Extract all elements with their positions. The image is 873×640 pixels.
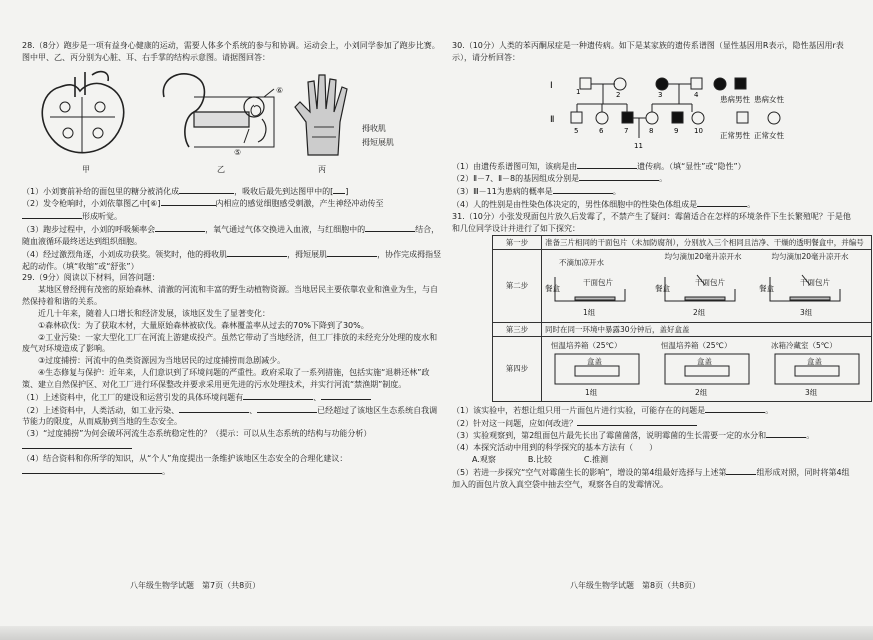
group3-condition: 均匀滴加20毫升凉开水 [771, 251, 849, 261]
incubator-2-label: 恒温培养箱（25℃） [661, 340, 732, 350]
q28-s4: （4）经过激烈角逐，小刘成功获奖。领奖时，他的拇收肌 ，拇短展肌 ，协作完成拇指竖起的动作。（填“收缩”或“舒张”） [22, 249, 442, 271]
q30-intro: 30.（10分）人类的苯丙酮尿症是一种遗传病。如下是某家族的遗传系谱图（显性基因用R表示，隐性基因用r表示），请分析回答： [452, 41, 844, 62]
pedigree-node-2 [614, 78, 626, 90]
pedigree-num-7: 7 [624, 126, 629, 135]
q28-intro: 28.（8分）跑步是一项有益身心健康的运动，需要人体多个系统的参与和协调。运动会上，小刘同学参加了跑步比赛。图中甲、乙、丙分别为心脏、耳、右手掌的结构示意图。请据图回答： [22, 41, 440, 62]
pedigree-chart [452, 64, 852, 160]
q29-material-6: ④生态修复与保护：近年来，人们意识到了环境问题的严重性。政府采取了一系列措施，包括实施“退耕还林”政策、建立自然保护区、对化工厂进行环保整改并要求采用更先进的污水处理技术，并实行河流“禁渔期”制度。 [22, 368, 430, 389]
pedigree-num-10: 10 [694, 126, 703, 135]
box-lid-label-3: 盒盖 [807, 356, 822, 366]
bread-label-3: 干面包片 [800, 277, 830, 287]
left-page [22, 40, 442, 478]
q28-s1: （1）小刘赛前补给的面包里的糖分被消化成 ，吸收后最先到达图甲中的[ ] [22, 186, 349, 196]
fig-label-yi: 乙 [217, 164, 225, 174]
q31-options: A.观察 B.比较 C.推测 [472, 455, 609, 465]
incubator-1-label: 恒温培养箱（25℃） [551, 340, 622, 350]
q31-intro: 31.（10分）小张发现面包片放久后发霉了，不禁产生了疑问：霉菌适合在怎样的环境条件下生长繁殖呢？于是他和几位同学设计并进行了如下探究： [452, 211, 851, 233]
lid-label-3: 餐盒 [759, 283, 774, 293]
pedigree-node-1 [580, 78, 591, 89]
q29-material-1: 某地区曾经拥有茂密的原始森林、清澈的河流和丰富的野生动植物资源。当地居民主要依靠农业和渔业为生，与自然保持着和谐的关系。 [22, 285, 438, 307]
fig-label-num6: ⑥ [276, 85, 284, 95]
step2-label: 第二步 [493, 249, 542, 322]
pedigree-num-4: 4 [694, 90, 699, 99]
q30-s2: （2）Ⅱ－7、Ⅱ－8的基因组成分别是 。 [452, 174, 668, 184]
q29-material-2: 近几十年来，随着人口增长和经济发展，该地区发生了显著变化： [38, 308, 270, 318]
pedigree-num-5: 5 [574, 126, 579, 135]
q31-s3: （3）实验观察到，第2组面包片最先长出了霉菌菌落，说明霉菌的生长需要一定的水分和 。 [452, 431, 815, 441]
page-bottom-edge [0, 626, 873, 640]
fig-label-jia: 甲 [82, 164, 90, 174]
incubator-group-2: 2组 [695, 387, 708, 397]
pedigree-node-9 [672, 112, 683, 123]
box-lid-label-1: 盒盖 [587, 356, 602, 366]
exp-row-step4 [493, 336, 872, 401]
legend-normal-female: 正常女性 [754, 130, 784, 140]
exp-row-step3 [493, 322, 872, 336]
muscle-label-2: 拇短展肌 [362, 137, 394, 147]
exp-row-step1 [493, 235, 872, 249]
pedigree-node-5 [571, 112, 582, 123]
q31-s2: （2）针对这一问题，应如何改进？ [452, 417, 852, 430]
box-lid-label-2: 盒盖 [697, 356, 712, 366]
q29-material-3: ①森林砍伐：为了获取木材，大量原始森林被砍伐。森林覆盖率从过去的70%下降到了30%。 [38, 320, 369, 330]
muscle-label-1: 拇收肌 [362, 123, 386, 133]
incubator-group-1: 1组 [585, 387, 598, 397]
q30-s4: （4）人的性别是由性染色体决定的，男性体细胞中的性染色体组成是 。 [452, 200, 756, 210]
fig-label-num5: ⑤ [234, 147, 242, 157]
q29-s1: （1）上述资料中，化工厂的建设和运营引发的具体环境问题有 、 [22, 391, 442, 404]
step1-label: 第一步 [493, 235, 542, 249]
pedigree-node-8 [646, 112, 658, 124]
pedigree-node-10 [692, 112, 704, 124]
right-footer: 八年级生物学试题 第8页（共8页） [570, 581, 701, 590]
q28-s3: （3）跑步过程中，小刘的呼吸频率会 ，氧气通过气体交换进入血液，与红细胞中的 结合，随血液循环最终送达到组织细胞。 [22, 225, 440, 246]
q29-material-5: ③过度捕捞：河流中的鱼类资源因为当地居民的过度捕捞而急剧减少。 [38, 356, 286, 366]
heart-diagram [30, 67, 140, 162]
q28-s2: （2）发令枪响时，小刘依靠图乙中[⑥] 内相应的感觉细胞感受刺激，产生神经冲动传至 [22, 199, 384, 209]
legend-affected-male-symbol [714, 78, 726, 90]
pedigree-num-8: 8 [649, 126, 654, 135]
q31-s1: （1）该实验中，若想让组只用一片面包片进行实验，可能存在的问题是 。 [452, 405, 774, 415]
group2-condition: 均匀滴加20毫升凉开水 [664, 251, 742, 261]
q30-s3: （3）Ⅲ－11为患病的概率是 。 [452, 187, 621, 197]
pedigree-num-11: 11 [634, 141, 643, 150]
hand-diagram [290, 67, 360, 162]
q29-s3: （3）“过度捕捞”为何会破坏河流生态系统稳定性的？（提示：可以从生态系统的结构与功能分析） [22, 428, 442, 453]
group-label-3: 3组 [800, 307, 813, 317]
pedigree-node-7 [622, 112, 633, 123]
fig-label-bing: 丙 [318, 164, 326, 174]
step3-label: 第三步 [493, 322, 542, 336]
q28-s2-cont: 形成听觉。 [22, 210, 442, 223]
q28-figures [22, 67, 442, 175]
bread-label-1: 干面包片 [583, 277, 613, 287]
pedigree-num-6: 6 [599, 126, 604, 135]
pedigree-num-1: 1 [576, 87, 581, 96]
right-page [452, 40, 864, 491]
legend-normal-male-symbol [737, 112, 748, 123]
step4-label: 第四步 [493, 336, 542, 401]
pedigree-num-2: 2 [616, 90, 621, 99]
q31-s5: （5）若进一步探究“空气对霉菌生长的影响”，增设的第4组最好选择与上述第 组形成对照，同时将第4组加入的面包片放入真空袋中抽去空气，观察各自的发霉情况。 [452, 467, 850, 489]
pedigree-node-4 [691, 78, 702, 89]
pedigree-num-9: 9 [674, 126, 679, 135]
group1-condition: 不滴加凉开水 [559, 257, 604, 267]
legend-normal-female-symbol [768, 112, 780, 124]
left-footer: 八年级生物学试题 第7页（共8页） [130, 581, 261, 590]
q29-material-4: ②工业污染：一家大型化工厂在河流上游建成投产。虽然它带动了当地经济，但工厂排放的未经充分处理的废水和废气对环境造成了影响。 [22, 332, 438, 354]
incubator-3-label: 冰箱冷藏室（5℃） [771, 340, 837, 350]
step1-text: 准备三片相同的干面包片（未加防腐剂），分别放入三个相同且洁净、干燥的透明餐盒中，并编号 [542, 235, 872, 249]
legend-normal-male: 正常男性 [720, 130, 750, 140]
incubator-group-3: 3组 [805, 387, 818, 397]
q30-s1: （1）由遗传系谱图可知，该病是由 遗传病。（填“显性”或“隐性”） [452, 161, 746, 171]
legend-affected-female: 患病女性 [754, 94, 784, 104]
step3-text: 同时在同一环境中暴露30分钟后，盖好盒盖 [542, 322, 872, 336]
q29-s4: （4）结合资料和你所学的知识，从“个人”角度提出一条维护该地区生态安全的合理化建议：。 [22, 453, 348, 476]
exp-row-step2 [493, 249, 872, 322]
q31-s4: （4）本探究活动中用到的科学探究的基本方法有（ ） [452, 443, 658, 453]
lid-label-1: 餐盒 [545, 283, 560, 293]
pedigree-num-3: 3 [658, 90, 663, 99]
gen-1-label: Ⅰ [550, 80, 553, 91]
q29-s2: （2）上述资料中，人类活动，如工业污染、 、 已经超过了该地区生态系统自我调节能力的限度，从而威胁到当地的生态安全。 [22, 405, 438, 427]
group-label-2: 2组 [693, 307, 706, 317]
gen-2-label: Ⅱ [550, 114, 555, 125]
legend-affected-female-symbol [735, 78, 746, 89]
lid-label-2: 餐盒 [655, 283, 670, 293]
bread-label-2: 干面包片 [695, 277, 725, 287]
ear-diagram [154, 67, 284, 162]
experiment-table [492, 235, 872, 402]
pedigree-node-3 [656, 78, 668, 90]
pedigree-svg [452, 64, 852, 160]
q29-intro: 29.（9分）阅读以下材料，回答问题： [22, 273, 160, 283]
pedigree-node-6 [596, 112, 608, 124]
group-label-1: 1组 [583, 307, 596, 317]
legend-affected-male: 患病男性 [720, 94, 750, 104]
